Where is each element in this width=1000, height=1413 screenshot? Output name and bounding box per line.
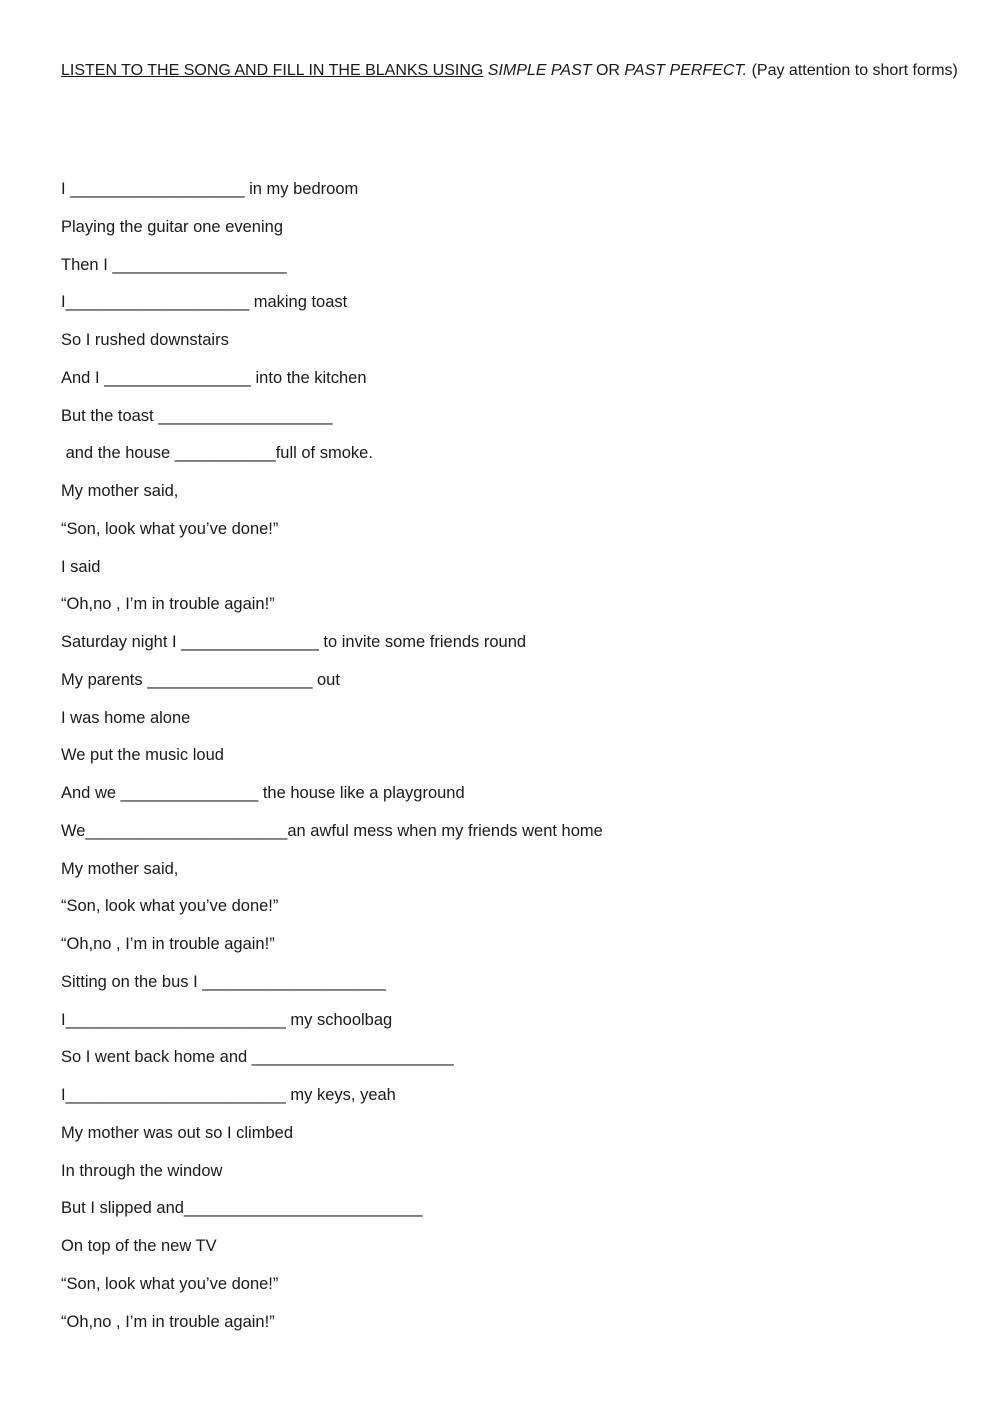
lyric-line: So I went back home and ______________________: [61, 1048, 454, 1067]
lyric-line: Playing the guitar one evening: [61, 217, 283, 236]
lyric-line: My mother said,: [61, 859, 179, 878]
lyric-line: But the toast ___________________: [61, 406, 333, 425]
lyric-line: I ___________________ in my bedroom: [61, 180, 359, 198]
lyric-line: “Son, look what you’ve done!”: [61, 897, 279, 916]
lyric-line: My mother said,: [61, 482, 179, 500]
lyric-line: My mother was out so I climbed: [61, 1123, 293, 1142]
lyric-line: On top of the new TV: [61, 1237, 217, 1255]
lyric-line: I____________________ making toast: [61, 293, 348, 312]
instructions-main: LISTEN TO THE SONG AND FILL IN THE BLANKS USING: [61, 62, 484, 79]
lyric-line: And we _______________ the house like a playground: [61, 784, 465, 802]
lyric-line: My parents __________________ out: [61, 670, 340, 689]
lyric-line: And I ________________ into the kitchen: [61, 368, 367, 387]
lyric-line: So I rushed downstairs: [61, 331, 229, 349]
lyric-line: and the house ___________full of smoke.: [61, 444, 373, 463]
instructions-or: OR: [591, 62, 625, 79]
lyric-line: “Oh,no , I’m in trouble again!”: [61, 935, 275, 953]
lyric-line: Sitting on the bus I ____________________: [61, 972, 386, 991]
lyric-line: I said: [61, 557, 101, 576]
lyric-line: I was home alone: [61, 708, 191, 727]
lyric-line: I________________________ my keys, yeah: [61, 1086, 396, 1104]
lyric-line: But I slipped and__________________________: [61, 1199, 423, 1218]
lyric-line: “Son, look what you’ve done!”: [61, 519, 279, 538]
lyric-line: “Oh,no , I’m in trouble again!”: [61, 595, 275, 614]
song-lyrics: [61, 179, 941, 1349]
lyric-line: “Oh,no , I’m in trouble again!”: [61, 1312, 275, 1331]
lyric-line: In through the window: [61, 1161, 223, 1180]
instructions-note: (Pay attention to short forms): [747, 62, 958, 79]
instructions-past-perfect: PAST PERFECT.: [624, 62, 748, 79]
lyric-line: We put the music loud: [61, 746, 224, 765]
instructions-simple-past: SIMPLE PAST: [487, 62, 592, 79]
lyric-line: Saturday night I _______________ to invite some friends round: [61, 633, 527, 651]
lyric-line: We______________________an awful mess when my friends went home: [61, 821, 603, 840]
instructions-heading: [61, 61, 961, 81]
lyric-line: “Son, look what you’ve done!”: [61, 1274, 279, 1293]
lyric-line: Then I ___________________: [61, 255, 287, 274]
lyric-line: I________________________ my schoolbag: [61, 1010, 393, 1029]
